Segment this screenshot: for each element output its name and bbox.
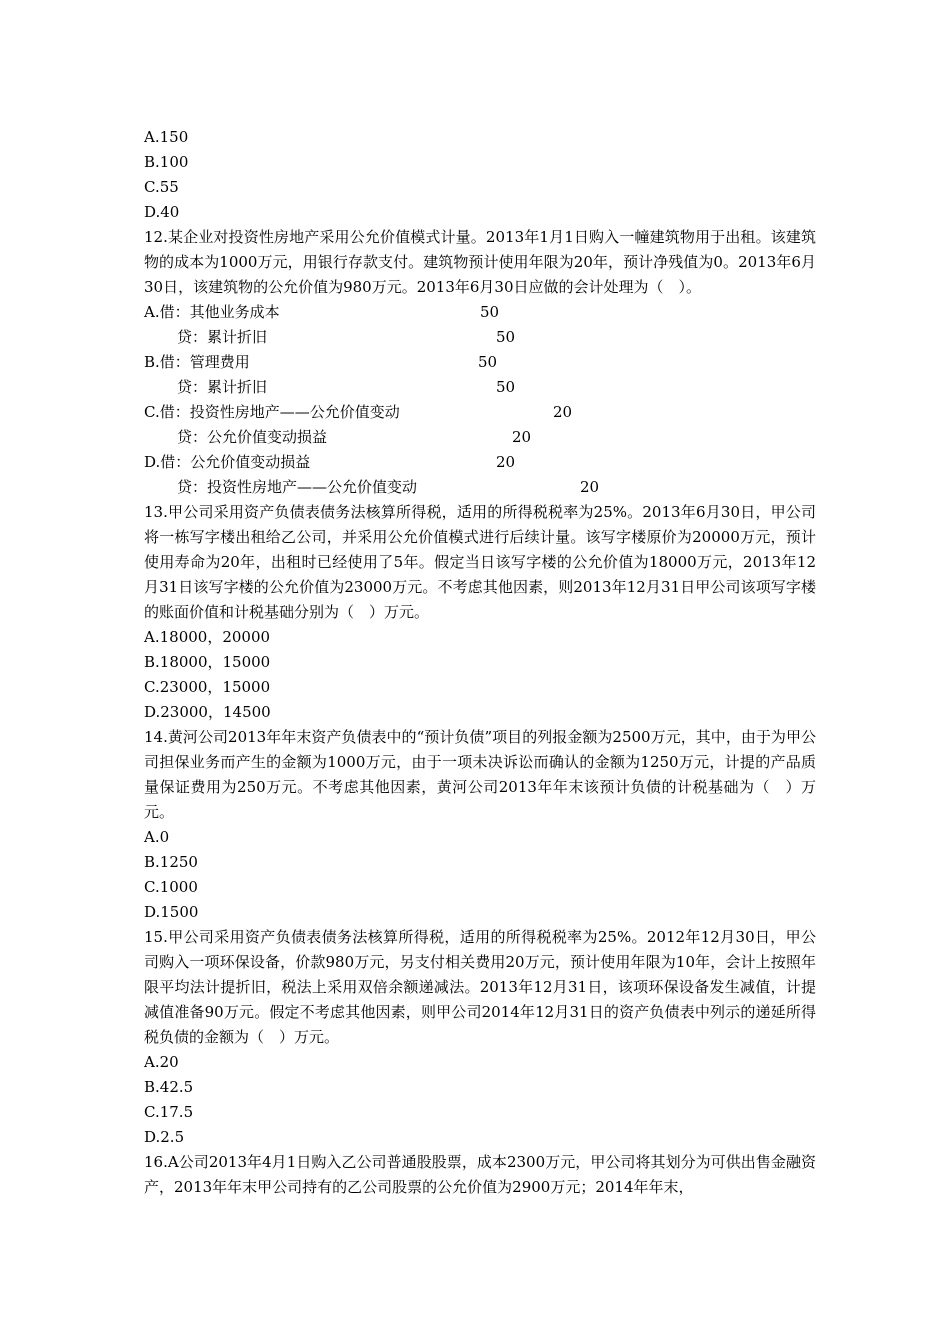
option-b: B.100 [144, 153, 189, 171]
question-14-stem: 14.黄河公司2013年年末资产负债表中的“预计负债”项目的列报金额为2500万元，其中，由于为甲公司担保业务而产生的金额为1000万元，由于一项未决诉讼而确认的金额为1250万元，计提的产品质量保证费用为250万元。不考虑其他因素，黄河公司2013年年末该预计负债的计税基础为（ ）万元。 [144, 728, 816, 821]
q13-option-d: D.23000，14500 [144, 703, 271, 721]
q15-option-b: B.42.5 [144, 1078, 194, 1096]
q12-a-debit-amount: 50 [480, 303, 500, 321]
q12-d-debit-label: D.借：公允价值变动损益 [144, 453, 311, 471]
q14-option-b: B.1250 [144, 853, 198, 871]
q12-c-credit-amount: 20 [512, 428, 532, 446]
q12-d-debit-amount: 20 [496, 453, 516, 471]
option-d: D.40 [144, 203, 180, 221]
q12-d-credit-label: 贷：投资性房地产——公允价值变动 [177, 478, 418, 496]
q15-option-d: D.2.5 [144, 1128, 185, 1146]
question-15-stem: 15.甲公司采用资产负债表债务法核算所得税，适用的所得税税率为25%。2012年12月30日，甲公司购入一项环保设备，价款980万元，另支付相关费用20万元，预计使用年限为10年，会计上按照年限平均法计提折旧，税法上采用双倍余额递减法。2013年12月31日，该项环保设备发生减值，计提减值准备90万元。假定不考虑其他因素，则甲公司2014年12月31日的资产负债表中列示的递延所得税负债的金额为（ ）万元。 [144, 928, 816, 1046]
q12-b-debit-amount: 50 [478, 353, 498, 371]
option-c: C.55 [144, 178, 179, 196]
q12-option-c-debit [144, 400, 816, 425]
q13-option-a: A.18000，20000 [144, 628, 271, 646]
q12-option-b-credit [144, 375, 816, 400]
option-a: A.150 [144, 128, 189, 146]
q12-c-debit-label: C.借：投资性房地产——公允价值变动 [144, 403, 400, 421]
q14-option-c: C.1000 [144, 878, 198, 896]
q14-option-d: D.1500 [144, 903, 199, 921]
question-12-stem: 12.某企业对投资性房地产采用公允价值模式计量。2013年1月1日购入一幢建筑物用于出租。该建筑物的成本为1000万元，用银行存款支付。建筑物预计使用年限为20年，预计净残值为0。2013年6月30日，该建筑物的公允价值为980万元。2013年6月30日应做的会计处理为（ ）。 [144, 228, 816, 296]
q12-a-credit-label: 贷：累计折旧 [177, 328, 268, 346]
q13-option-c: C.23000，15000 [144, 678, 271, 696]
q12-option-d-debit [144, 450, 816, 475]
q12-option-a-debit [144, 300, 816, 325]
q12-option-a-credit [144, 325, 816, 350]
question-13-stem: 13.甲公司采用资产负债表债务法核算所得税，适用的所得税税率为25%。2013年6月30日，甲公司将一栋写字楼出租给乙公司，并采用公允价值模式进行后续计量。该写字楼原价为20000万元，预计使用寿命为20年，出租时已经使用了5年。假定当日该写字楼的公允价值为18000万元，2013年12月31日该写字楼的公允价值为23000万元。不考虑其他因素，则2013年12月31日甲公司该项写字楼的账面价值和计税基础分别为（ ）万元。 [144, 503, 816, 621]
q12-b-credit-amount: 50 [496, 378, 516, 396]
q12-option-d-credit [144, 475, 816, 500]
document-body [144, 125, 816, 1200]
q12-a-credit-amount: 50 [496, 328, 516, 346]
q15-option-a: A.20 [144, 1053, 179, 1071]
q12-option-c-credit [144, 425, 816, 450]
q12-b-credit-label: 贷：累计折旧 [177, 378, 268, 396]
q12-option-b-debit [144, 350, 816, 375]
q13-option-b: B.18000，15000 [144, 653, 271, 671]
q15-option-c: C.17.5 [144, 1103, 194, 1121]
question-16-stem: 16.A公司2013年4月1日购入乙公司普通股股票，成本2300万元，甲公司将其划分为可供出售金融资产，2013年年末甲公司持有的乙公司股票的公允价值为2900万元；2014年年末， [144, 1153, 816, 1196]
q12-a-debit-label: A.借：其他业务成本 [144, 303, 280, 321]
q12-c-debit-amount: 20 [553, 403, 573, 421]
q12-d-credit-amount: 20 [580, 478, 600, 496]
q14-option-a: A.0 [144, 828, 170, 846]
q12-c-credit-label: 贷：公允价值变动损益 [177, 428, 328, 446]
q12-b-debit-label: B.借：管理费用 [144, 353, 250, 371]
